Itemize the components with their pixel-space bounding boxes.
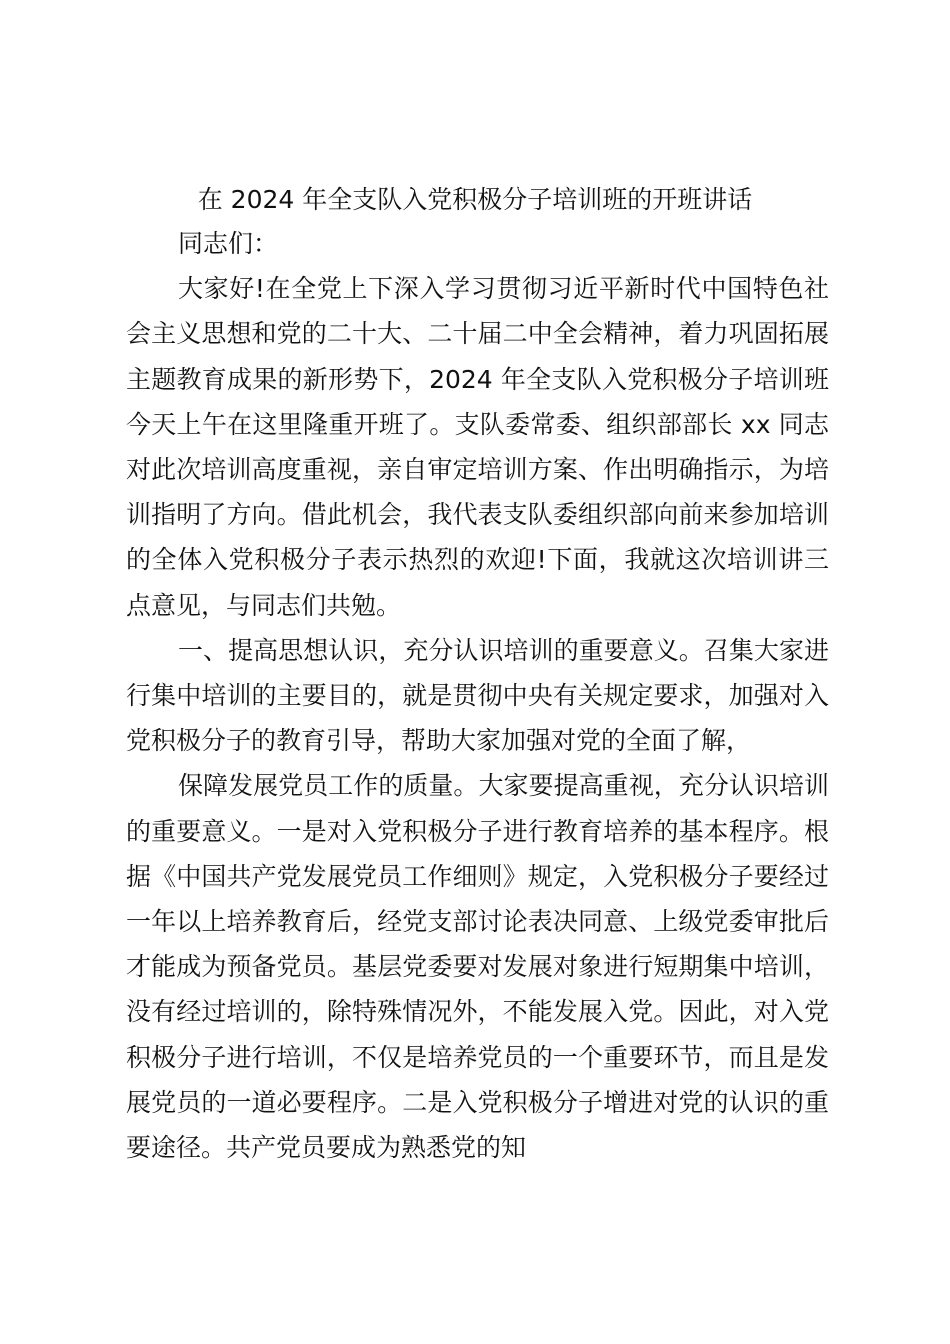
opening-paragraph: 大家好!在全党上下深入学习贯彻习近平新时代中国特色社会主义思想和党的二十大、二十届二中全会精神，着力巩固拓展主题教育成果的新形势下，2024 年全支队入党积极分子培训班今天上午在这里隆重开班了。支队委常委、组织部部长 xx 同志对此次培训高度重视，亲自审定培训方案、作出明确指示，为培训指明了方向。借此机会，我代表支队委组织部向前来参加培训的全体入党积极分子表示热烈的欢迎!下面，我就这次培训讲三点意见，与同志们共勉。 xyxy=(126,274,829,620)
document-body xyxy=(126,221,829,1170)
importance-paragraph: 保障发展党员工作的质量。大家要提高重视，充分认识培训的重要意义。一是对入党积极分子进行教育培养的基本程序。根据《中国共产党发展党员工作细则》规定，入党积极分子要经过一年以上培养教育后，经党支部讨论表决同意、上级党委审批后才能成为预备党员。基层党委要对发展对象进行短期集中培训，没有经过培训的，除特殊情况外，不能发展入党。因此，对入党积极分子进行培训，不仅是培养党员的一个重要环节，而且是发展党员的一道必要程序。二是入党积极分子增进对党的认识的重要途径。共产党员要成为熟悉党的知 xyxy=(126,771,829,1163)
document-title: 在 2024 年全支队入党积极分子培训班的开班讲话 xyxy=(197,185,753,214)
section-one-paragraph: 一、提高思想认识，充分认识培训的重要意义。召集大家进行集中培训的主要目的，就是贯彻中央有关规定要求，加强对入党积极分子的教育引导，帮助大家加强对党的全面了解， xyxy=(126,635,829,756)
salutation-paragraph: 同志们： xyxy=(178,229,279,258)
